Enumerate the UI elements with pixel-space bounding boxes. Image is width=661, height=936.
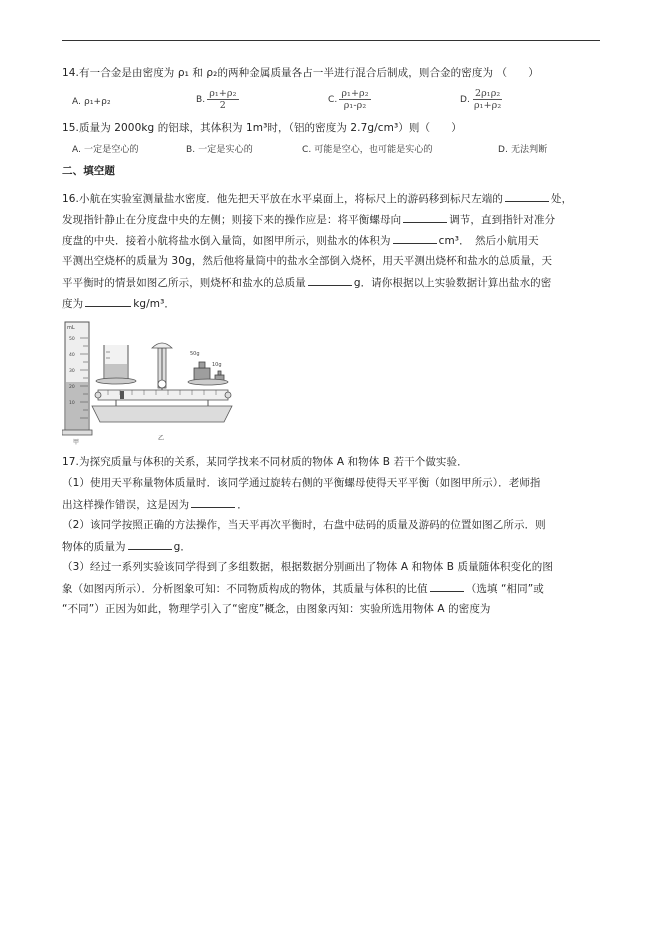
q16-line-6: 度为 kg/m³． [62,298,176,310]
figure-label-b: 乙 [158,435,165,442]
q17-line-8: “不同”）正因为如此，物理学引入了“密度”概念，由图象丙知：实验所选用物体 A 的密度为 [62,603,491,615]
q14-option-b-fraction: $\frac{\text{ρ₁+ρ₂}}{2}$ [209,88,237,111]
section-title: 二、填空题 [62,165,115,177]
q17-line-1: 17.为探究质量与体积的关系，某同学找来不同材质的物体 A 和物体 B 若干个做实验． [62,456,468,468]
q16-blank-4[interactable] [308,275,352,286]
cylinder-tick-label: 20 [69,385,75,390]
q14-stem: 14.有一合金是由密度为 ρ₁ 和 ρ₂的两种金属质量各占一半进行混合后制成，则合金的密度为 （ ） [62,67,539,79]
q17-line-3: 出这样操作错误，这是因为 ． [62,499,248,511]
q17-line-4: （2）该同学按照正确的方法操作，当天平再次平衡时，右盘中砝码的质量及游码的位置如图乙所示．则 [62,519,546,531]
cylinder-tick-label: 30 [69,369,75,374]
weight-label-10g: 10g [212,362,222,368]
cylinder-tick-label: 10 [69,401,75,406]
q16-line-2: 发现指针静止在分度盘中央的左侧；则接下来的操作应是：将平衡螺母向 调节，直到指针对准分 [62,214,556,226]
beam-balance [92,343,232,442]
q15-option-c: C. 可能是空心，也可能是实心的 [302,145,433,155]
q16-line-3: 度盘的中央．接着小航将盐水倒入量筒，如图甲所示，则盐水的体积为 cm³． 然后小航用天 [62,235,539,247]
q16-blank-5[interactable] [85,296,131,307]
cylinder-tick-label: 40 [69,353,75,358]
q14-option-c-fraction: $\frac{\text{ρ₁+ρ₂}}{\text{ρ₁-ρ₂}}$ [341,88,369,111]
q17-line-7: 象（如图丙所示）．分析图象可知：不同物质构成的物体，其质量与体积的比值 （选填 “相同”或 [62,583,544,595]
q16-line-4: 平测出空烧杯的质量为 30g，然后他将量筒中的盐水全部倒入烧杯，用天平测出烧杯和盐水的总质量，天 [62,255,553,267]
q14-option-c: C. $\frac{\text{ρ₁+ρ₂}}{\text{ρ₁-ρ₂}}$ [328,88,369,111]
q14-option-b: B. $\frac{\text{ρ₁+ρ₂}}{2}$ [196,88,237,111]
weight-label-50g: 50g [190,351,200,357]
q15-option-a: A. 一定是空心的 [72,145,139,155]
q14-option-d: D. $\frac{\text{2ρ₁ρ₂}}{\text{ρ₁+ρ₂}}$ [460,88,502,111]
q16-blank-2[interactable] [403,212,447,223]
q15-stem: 15.质量为 2000kg 的铝球，其体积为 1m³时，（铝的密度为 2.7g/cm³）则（ ） [62,122,462,134]
q17-line-6: （3）经过一系列实验该同学得到了多组数据，根据数据分别画出了物体 A 和物体 B 质量随体积变化的图 [62,561,553,573]
q16-blank-1[interactable] [505,191,549,202]
q15-option-b: B. 一定是实心的 [186,145,253,155]
q17-line-2: （1）使用天平称量物体质量时．该同学通过旋转右侧的平衡螺母使得天平平衡（如图甲所示）．老师指 [62,477,541,489]
q16-line-1: 16.小航在实验室测量盐水密度．他先把天平放在水平桌面上，将标尺上的游码移到标尺左端的 处， [62,193,573,205]
q17-blank-3[interactable] [430,581,464,592]
header-rule [62,40,600,41]
q15-option-d: D. 无法判断 [498,145,548,155]
q17-blank-2[interactable] [128,539,172,550]
q14-option-a: A. ρ₁+ρ₂ [72,97,111,107]
cylinder-unit: mL [67,325,75,331]
q16-line-5: 平平衡时的情景如图乙所示，则烧杯和盐水的总质量 g．请你根据以上实验数据计算出盐水的密 [62,277,552,289]
cylinder-tick-label: 50 [69,337,75,342]
q14-option-d-fraction: $\frac{\text{2ρ₁ρ₂}}{\text{ρ₁+ρ₂}}$ [474,88,502,111]
graduated-cylinder [62,322,92,445]
experiment-figure [62,320,247,445]
q16-blank-3[interactable] [393,233,437,244]
q17-blank-1[interactable] [191,497,235,508]
q17-line-5: 物体的质量为 g． [62,541,191,553]
figure-label-a: 甲 [73,439,80,445]
